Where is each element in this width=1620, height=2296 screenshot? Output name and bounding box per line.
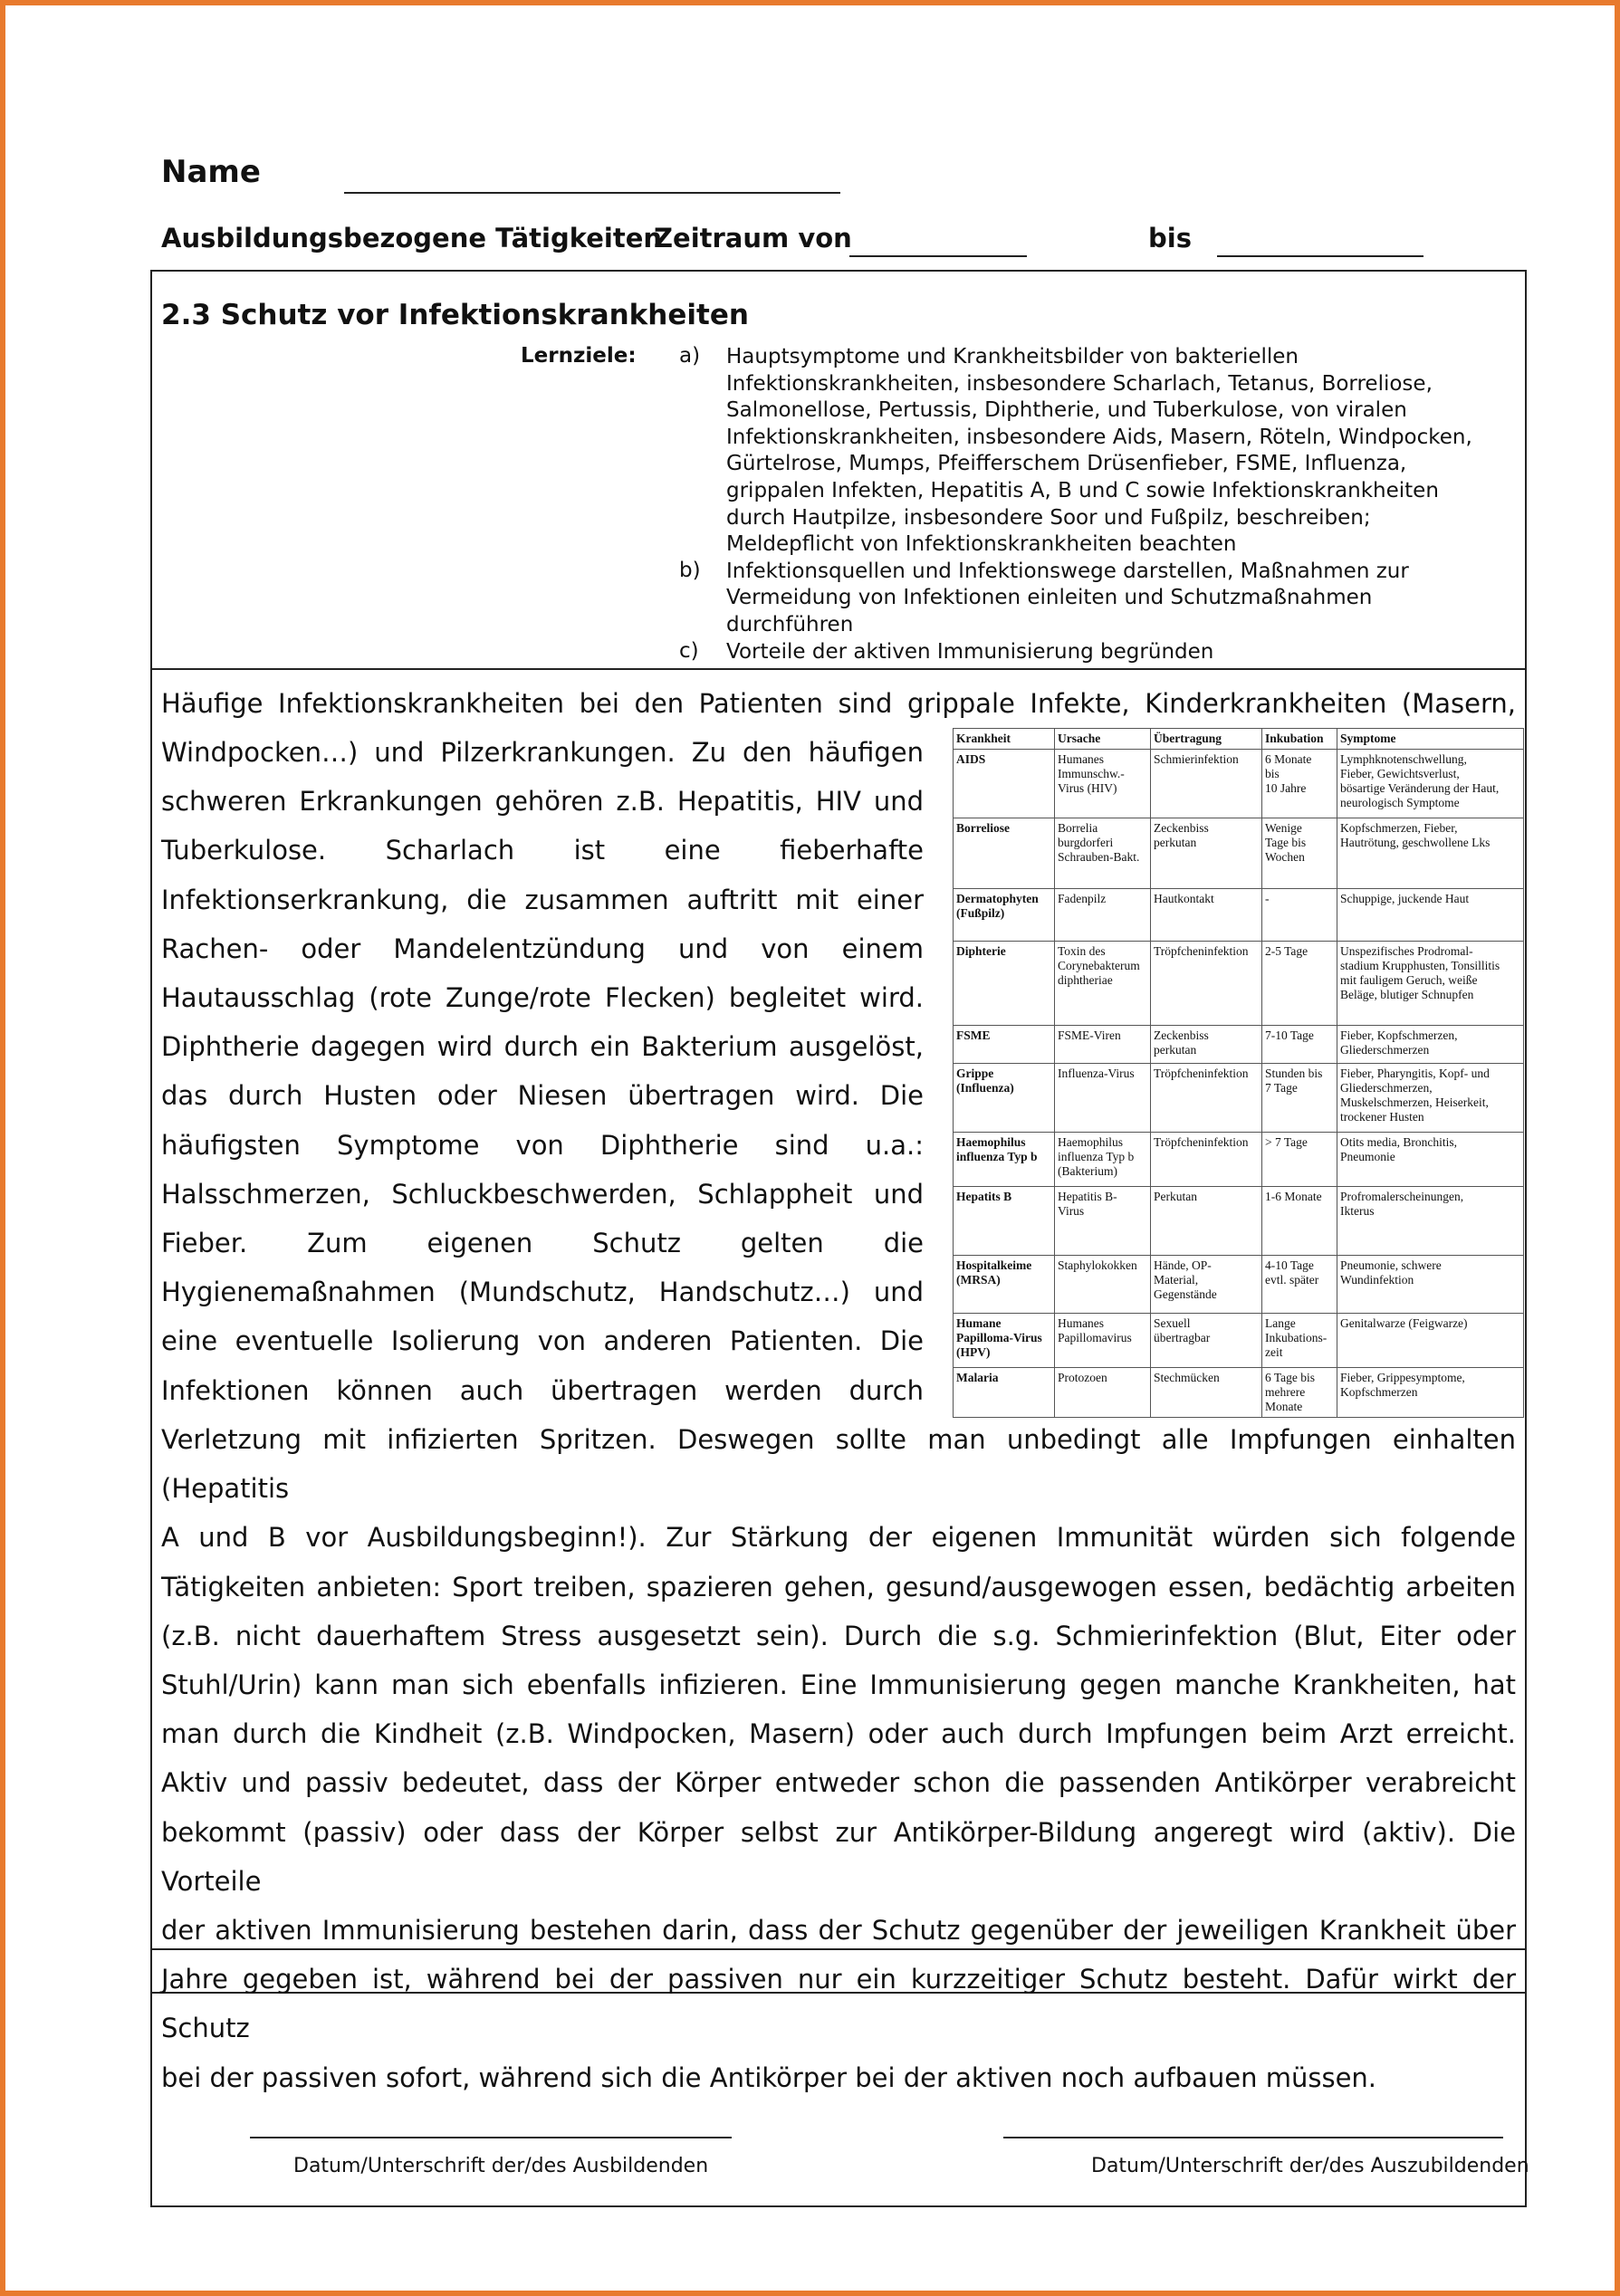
cell-name — [954, 1314, 1055, 1368]
cell-line: burgdorferi — [1058, 836, 1114, 849]
cell-line: Kopfschmerzen — [1340, 1385, 1418, 1399]
text-line: Jahre gegeben ist, während bei der passiven nur ein kurzzeitiger Schutz besteht. Dafür wirkt der Schutz — [161, 1964, 1516, 2044]
cell-incubation — [1262, 1314, 1337, 1368]
cell-incubation — [1262, 1256, 1337, 1314]
table-row — [954, 1026, 1524, 1064]
header-krankheit: Krankheit — [954, 729, 1055, 750]
text-line: Windpocken…) und Pilzerkrankungen. Zu den häufigen — [161, 737, 924, 768]
cell-line: 1-6 Monate — [1265, 1190, 1322, 1203]
table-row — [954, 1064, 1524, 1133]
cell-line: Perkutan — [1154, 1190, 1197, 1203]
table-row — [954, 1133, 1524, 1187]
cell-cause — [1055, 942, 1151, 1026]
cell-transmission — [1151, 889, 1262, 942]
cell-line: 4-10 Tage — [1265, 1258, 1314, 1272]
cell-line: Ikterus — [1340, 1204, 1375, 1218]
cell-line: Hände, OP- — [1154, 1258, 1212, 1272]
table-row — [954, 1187, 1524, 1256]
cell-line: Fieber, Kopfschmerzen, — [1340, 1028, 1458, 1042]
cell-line: Toxin des — [1058, 944, 1106, 958]
text-line: schweren Erkrankungen gehören z.B. Hepatitis, HIV und — [161, 786, 924, 818]
cell-transmission — [1151, 750, 1262, 818]
cell-cause — [1055, 1368, 1151, 1418]
cell-line: (Bakterium) — [1058, 1164, 1117, 1178]
goal-line: Infektionsquellen und Infektionswege darstellen, Maßnahmen zur — [726, 559, 1409, 583]
period-to-field[interactable] — [1217, 255, 1423, 257]
cell-symptoms — [1337, 889, 1524, 942]
cell-line: (Influenza) — [956, 1081, 1014, 1095]
cell-incubation — [1262, 818, 1337, 889]
text-line: Tuberkulose. Scharlach ist eine fieberhafte — [161, 835, 924, 866]
paragraph-intro: Häufige Infektionskrankheiten bei den Patienten sind grippale Infekte, Kinderkrankheiten (Masern, — [161, 688, 1516, 719]
period-from-label: Zeitraum von — [654, 223, 852, 254]
cell-symptoms — [1337, 942, 1524, 1026]
cell-symptoms — [1337, 1133, 1524, 1187]
text-line: Diphtherie dagegen wird durch ein Bakterium ausgelöst, — [161, 1031, 924, 1063]
cell-line: Muskelschmerzen, Heiserkeit, — [1340, 1095, 1489, 1109]
name-label: Name — [161, 154, 261, 190]
cell-transmission — [1151, 1314, 1262, 1368]
cell-line: influenza Typ b — [956, 1150, 1038, 1163]
cell-transmission — [1151, 818, 1262, 889]
cell-line: - — [1265, 892, 1270, 905]
cell-line: FSME — [956, 1028, 991, 1042]
table-row — [954, 942, 1524, 1026]
cell-transmission — [1151, 1064, 1262, 1133]
cell-line: bösartige Veränderung der Haut, — [1340, 781, 1500, 795]
cell-line: 10 Jahre — [1265, 781, 1307, 795]
goal-line: Gürtelrose, Mumps, Pfeifferschem Drüsenfieber, FSME, Influenza, — [726, 452, 1407, 476]
text-line: Fieber. Zum eigenen Schutz gelten die — [161, 1228, 924, 1259]
cell-symptoms — [1337, 1026, 1524, 1064]
cell-cause — [1055, 1187, 1151, 1256]
cell-line: Haemophilus — [956, 1135, 1026, 1149]
cell-symptoms — [1337, 1064, 1524, 1133]
header-inkubation: Inkubation — [1262, 729, 1337, 750]
paragraph-left-column — [161, 728, 924, 1415]
text-line: Rachen- oder Mandelentzündung und von einem — [161, 933, 924, 964]
cell-cause — [1055, 1133, 1151, 1187]
cell-line: Virus (HIV) — [1058, 781, 1117, 795]
cell-line: > 7 Tage — [1265, 1135, 1308, 1149]
signature-line-trainer[interactable] — [250, 2137, 732, 2138]
text-line: bekommt (passiv) oder dass der Körper selbst zur Antikörper-Bildung angeregt wird (aktiv). Die Vorteile — [161, 1816, 1516, 1897]
cell-line: Tröpfcheninfektion — [1154, 1067, 1249, 1080]
cell-transmission — [1151, 1256, 1262, 1314]
table-row — [954, 889, 1524, 942]
table-row — [954, 750, 1524, 818]
cell-line: zeit — [1265, 1345, 1283, 1359]
cell-line: Stechmücken — [1154, 1371, 1220, 1384]
period-from-field[interactable] — [849, 255, 1027, 257]
text-line: das durch Husten oder Niesen übertragen wird. Die — [161, 1080, 924, 1112]
cell-line: Sexuell — [1154, 1316, 1191, 1330]
table-header-row — [954, 729, 1524, 750]
cell-cause — [1055, 750, 1151, 818]
cell-incubation — [1262, 1133, 1337, 1187]
cell-line: 7 Tage — [1265, 1081, 1298, 1095]
cell-line: Pneumonie — [1340, 1150, 1395, 1163]
disease-table — [953, 728, 1524, 1418]
cell-line: Gegenstände — [1154, 1287, 1217, 1301]
cell-name — [954, 1133, 1055, 1187]
cell-cause — [1055, 1026, 1151, 1064]
text-line: Tätigkeiten anbieten: Sport treiben, spazieren gehen, gesund/ausgewogen essen, bedächtig arbeiten — [161, 1571, 1516, 1602]
cell-line: Unspezifisches Prodromal- — [1340, 944, 1473, 958]
cell-line: Malaria — [956, 1371, 999, 1384]
cell-line: mit fauligem Geruch, weiße — [1340, 973, 1478, 987]
cell-line: evtl. später — [1265, 1273, 1319, 1287]
cell-line: Borreliose — [956, 821, 1010, 835]
cell-line: Pneumonie, schwere — [1340, 1258, 1442, 1272]
cell-line: Profromalerscheinungen, — [1340, 1190, 1464, 1203]
goal-text — [726, 639, 1505, 666]
goal-line: Meldepflicht von Infektionskrankheiten beachten — [726, 532, 1237, 557]
table-row — [954, 818, 1524, 889]
text-line: man durch die Kindheit (z.B. Windpocken, Masern) oder auch durch Impfungen beim Arzt erreicht. — [161, 1718, 1516, 1750]
cell-transmission — [1151, 1368, 1262, 1418]
cell-symptoms — [1337, 1368, 1524, 1418]
cell-symptoms — [1337, 1187, 1524, 1256]
cell-line: diphtheriae — [1058, 973, 1113, 987]
cell-line: 7-10 Tage — [1265, 1028, 1314, 1042]
cell-line: Virus — [1058, 1204, 1085, 1218]
header-uebertragung: Übertragung — [1151, 729, 1262, 750]
cell-line: Protozoen — [1058, 1371, 1107, 1384]
text-line: Infektionen können auch übertragen werden durch — [161, 1374, 924, 1406]
text-line: Stuhl/Urin) kann man sich ebenfalls infizieren. Eine Immunisierung gegen manche Krankheiten, hat — [161, 1669, 1516, 1701]
table-row — [954, 1256, 1524, 1314]
period-to-label: bis — [1148, 223, 1192, 254]
cell-name — [954, 818, 1055, 889]
cell-line: Wenige — [1265, 821, 1302, 835]
cell-incubation — [1262, 942, 1337, 1026]
learning-goals-label: Lernziele: — [521, 344, 637, 368]
cell-name — [954, 1064, 1055, 1133]
cell-line: Fadenpilz — [1058, 892, 1107, 905]
goal-line: durchführen — [726, 612, 854, 636]
cell-line: Influenza-Virus — [1058, 1067, 1135, 1080]
activities-label: Ausbildungsbezogene Tätigkeiten — [161, 223, 663, 254]
cell-line: Gliederschmerzen — [1340, 1043, 1430, 1057]
signature-label-trainer: Datum/Unterschrift der/des Ausbildenden — [293, 2155, 709, 2177]
text-line: Aktiv und passiv bedeutet, dass der Körper entweder schon die passenden Antikörper verabreicht — [161, 1767, 1516, 1799]
section-title: 2.3 Schutz vor Infektionskrankheiten — [161, 299, 749, 331]
cell-symptoms — [1337, 750, 1524, 818]
goal-letter: a) — [679, 344, 701, 368]
cell-transmission — [1151, 1026, 1262, 1064]
cell-incubation — [1262, 750, 1337, 818]
cell-line: Papillomavirus — [1058, 1331, 1132, 1344]
cell-transmission — [1151, 1133, 1262, 1187]
table-row — [954, 1368, 1524, 1418]
cell-line: Haemophilus — [1058, 1135, 1123, 1149]
text-line: Verletzung mit infizierten Spritzen. Deswegen sollte man unbedingt alle Impfungen einhalten (Hepatitis — [161, 1424, 1516, 1505]
goal-line: Infektionskrankheiten, insbesondere Scharlach, Tetanus, Borreliose, — [726, 371, 1433, 396]
cell-line: Dermatophyten — [956, 892, 1039, 905]
cell-cause — [1055, 1256, 1151, 1314]
cell-line: 2-5 Tage — [1265, 944, 1308, 958]
cell-line: Grippe — [956, 1067, 994, 1080]
cell-line: Papilloma-Virus — [956, 1331, 1042, 1344]
goal-text — [726, 559, 1505, 639]
goal-letter: c) — [679, 638, 699, 663]
cell-line: perkutan — [1154, 1043, 1197, 1057]
cell-line: Otits media, Bronchitis, — [1340, 1135, 1457, 1149]
cell-line: Stunden bis — [1265, 1067, 1323, 1080]
cell-line: Genitalwarze (Feigwarze) — [1340, 1316, 1468, 1330]
cell-name — [954, 750, 1055, 818]
cell-line: Lymphknotenschwellung, — [1340, 752, 1467, 766]
goal-line: grippalen Infekten, Hepatitis A, B und C sowie Infektionskrankheiten — [726, 478, 1439, 502]
text-line: (z.B. nicht dauerhaftem Stress ausgesetzt sein). Durch die s.g. Schmierinfektion (Blut, Eiter oder — [161, 1620, 1516, 1651]
cell-line: (MRSA) — [956, 1273, 1001, 1287]
cell-line: Diphterie — [956, 944, 1006, 958]
cell-line: Hepatits B — [956, 1190, 1012, 1203]
cell-cause — [1055, 1064, 1151, 1133]
cell-line: Fieber, Pharyngitis, Kopf- und — [1340, 1067, 1490, 1080]
header-ursache: Ursache — [1055, 729, 1151, 750]
cell-line: FSME-Viren — [1058, 1028, 1121, 1042]
cell-line: Zeckenbiss — [1154, 821, 1209, 835]
cell-name — [954, 889, 1055, 942]
cell-line: Schuppige, juckende Haut — [1340, 892, 1470, 905]
goal-line: Vorteile der aktiven Immunisierung begründen — [726, 639, 1214, 664]
cell-line: influenza Typ b — [1058, 1150, 1135, 1163]
cell-symptoms — [1337, 1256, 1524, 1314]
cell-incubation — [1262, 889, 1337, 942]
cell-line: (Fußpilz) — [956, 906, 1005, 920]
text-line: Hautausschlag (rote Zunge/rote Flecken) begleitet wird. — [161, 982, 924, 1014]
cell-incubation — [1262, 1026, 1337, 1064]
cell-line: Gliederschmerzen, — [1340, 1081, 1433, 1095]
goal-line: Infektionskrankheiten, insbesondere Aids, Masern, Röteln, Windpocken, — [726, 425, 1472, 449]
cell-transmission — [1151, 942, 1262, 1026]
cell-line: Humane — [956, 1316, 1002, 1330]
cell-line: Wochen — [1265, 850, 1305, 864]
cell-line: Staphylokokken — [1058, 1258, 1137, 1272]
text-line: A und B vor Ausbildungsbeginn!). Zur Stärkung der eigenen Immunität würden sich folgende — [161, 1522, 1516, 1554]
cell-transmission — [1151, 1187, 1262, 1256]
cell-line: trockener Husten — [1340, 1110, 1424, 1124]
cell-name — [954, 1026, 1055, 1064]
cell-line: bis — [1265, 767, 1280, 780]
divider-goals — [150, 668, 1527, 670]
cell-line: Hautrötung, geschwollene Lks — [1340, 836, 1491, 849]
cell-line: Immunschw.- — [1058, 767, 1125, 780]
cell-line: Hautkontakt — [1154, 892, 1214, 905]
cell-line: (HPV) — [956, 1345, 991, 1359]
signature-line-trainee[interactable] — [1003, 2137, 1503, 2138]
text-line: der aktiven Immunisierung bestehen darin, dass der Schutz gegenüber der jeweiligen Krankheit über — [161, 1915, 1516, 1947]
cell-line: Tröpfcheninfektion — [1154, 1135, 1249, 1149]
cell-line: 6 Tage bis — [1265, 1371, 1316, 1384]
cell-line: Tage bis — [1265, 836, 1307, 849]
cell-cause — [1055, 818, 1151, 889]
cell-incubation — [1262, 1064, 1337, 1133]
cell-line: Inkubations- — [1265, 1331, 1328, 1344]
text-line: eine eventuelle Isolierung von anderen Patienten. Die — [161, 1325, 924, 1357]
cell-name — [954, 1368, 1055, 1418]
cell-line: Fieber, Gewichtsverlust, — [1340, 767, 1460, 780]
cell-line: Schrauben-Bakt. — [1058, 850, 1140, 864]
cell-line: Kopfschmerzen, Fieber, — [1340, 821, 1458, 835]
goal-line: durch Hautpilze, insbesondere Soor und Fußpilz, beschreiben; — [726, 505, 1371, 530]
cell-cause — [1055, 889, 1151, 942]
header-symptome: Symptome — [1337, 729, 1524, 750]
name-field[interactable] — [344, 192, 840, 194]
text-line: häufigsten Symptome von Diphtherie sind u.a.: — [161, 1129, 924, 1161]
table-row — [954, 1314, 1524, 1368]
goal-line: Hauptsymptome und Krankheitsbilder von bakteriellen — [726, 345, 1299, 368]
cell-line: übertragbar — [1154, 1331, 1211, 1344]
cell-line: Humanes — [1058, 1316, 1104, 1330]
cell-incubation — [1262, 1187, 1337, 1256]
cell-line: Lange — [1265, 1316, 1296, 1330]
cell-name — [954, 1187, 1055, 1256]
cell-line: Beläge, blutiger Schnupfen — [1340, 988, 1474, 1001]
cell-line: Humanes — [1058, 752, 1104, 766]
text-line: Infektionserkrankung, die zusammen auftritt mit einer — [161, 884, 924, 915]
cell-line: mehrere — [1265, 1385, 1306, 1399]
cell-name — [954, 1256, 1055, 1314]
cell-line: AIDS — [956, 752, 986, 766]
cell-line: Monate — [1265, 1400, 1303, 1413]
cell-line: Material, — [1154, 1273, 1199, 1287]
cell-symptoms — [1337, 1314, 1524, 1368]
cell-line: perkutan — [1154, 836, 1197, 849]
cell-line: Wundinfektion — [1340, 1273, 1414, 1287]
cell-line: Corynebakterum — [1058, 959, 1140, 972]
text-line: Halsschmerzen, Schluckbeschwerden, Schlappheit und — [161, 1178, 924, 1210]
goal-letter: b) — [679, 558, 701, 582]
cell-incubation — [1262, 1368, 1337, 1418]
goal-text — [726, 344, 1505, 559]
cell-cause — [1055, 1314, 1151, 1368]
cell-line: Zeckenbiss — [1154, 1028, 1209, 1042]
cell-line: Borrelia — [1058, 821, 1098, 835]
cell-symptoms — [1337, 818, 1524, 889]
paragraph-bottom — [161, 1415, 1516, 2102]
cell-line: Hepatitis B- — [1058, 1190, 1117, 1203]
cell-name — [954, 942, 1055, 1026]
cell-line: 6 Monate — [1265, 752, 1312, 766]
text-line: bei der passiven sofort, während sich die Antikörper bei der aktiven noch aufbauen müssen. — [161, 2062, 1377, 2093]
cell-line: neurologisch Symptome — [1340, 796, 1460, 809]
cell-line: stadium Krupphusten, Tonsillitis — [1340, 959, 1500, 972]
cell-line: Hospitalkeime — [956, 1258, 1032, 1272]
cell-line: Tröpfcheninfektion — [1154, 944, 1249, 958]
text-line: Hygienemaßnahmen (Mundschutz, Handschutz…) und — [161, 1277, 924, 1308]
goal-line: Vermeidung von Infektionen einleiten und Schutzmaßnahmen — [726, 586, 1373, 610]
goal-line: Salmonellose, Pertussis, Diphtherie, und Tuberkulose, von viralen — [726, 398, 1407, 423]
cell-line: Fieber, Grippesymptome, — [1340, 1371, 1465, 1384]
signature-label-trainee: Datum/Unterschrift der/des Auszubildenden — [1091, 2155, 1529, 2177]
cell-line: Schmierinfektion — [1154, 752, 1239, 766]
